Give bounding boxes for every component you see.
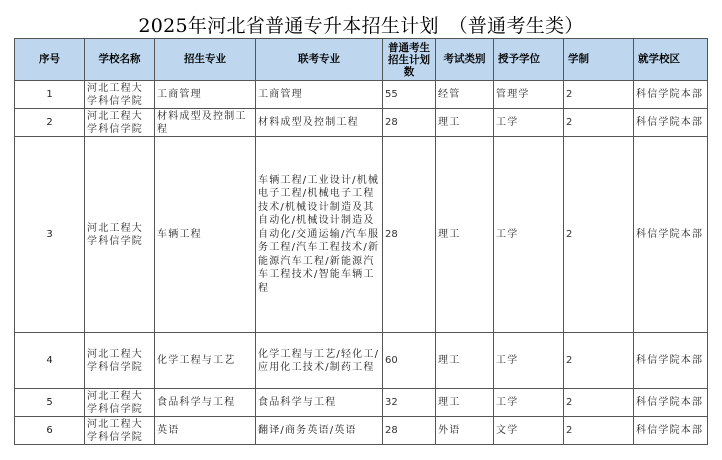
- table-row: [15, 333, 708, 389]
- cell-exam-type: 理工: [436, 333, 494, 389]
- cell-plan: 32: [383, 389, 436, 417]
- header-major: 招生专业: [155, 39, 256, 81]
- cell-major: 食品科学与工程: [155, 389, 256, 417]
- cell-exam-major: 化学工程与工艺/轻化工/应用化工技术/制药工程: [256, 333, 383, 389]
- header-campus: 就学校区: [634, 39, 708, 81]
- cell-degree: 文学: [494, 417, 564, 445]
- cell-years: 2: [564, 109, 634, 137]
- header-exam-type: 考试类别: [436, 39, 494, 81]
- cell-campus: 科信学院本部: [634, 137, 708, 333]
- table-header-row: [15, 39, 708, 81]
- cell-school: 河北工程大学科信学院: [85, 109, 155, 137]
- cell-exam-type: 理工: [436, 389, 494, 417]
- cell-degree: 管理学: [494, 81, 564, 109]
- cell-degree: 工学: [494, 137, 564, 333]
- cell-school: 河北工程大学科信学院: [85, 81, 155, 109]
- cell-campus: 科信学院本部: [634, 417, 708, 445]
- cell-plan: 28: [383, 137, 436, 333]
- cell-school: 河北工程大学科信学院: [85, 389, 155, 417]
- cell-major: 车辆工程: [155, 137, 256, 333]
- cell-campus: 科信学院本部: [634, 109, 708, 137]
- header-school: 学校名称: [85, 39, 155, 81]
- page-title: 2025年河北省普通专升本招生计划 （普通考生类）: [138, 15, 584, 37]
- cell-campus: 科信学院本部: [634, 333, 708, 389]
- cell-major: 英语: [155, 417, 256, 445]
- cell-seq: 2: [15, 109, 85, 137]
- cell-years: 2: [564, 417, 634, 445]
- cell-years: 2: [564, 137, 634, 333]
- header-degree: 授予学位: [494, 39, 564, 81]
- cell-seq: 1: [15, 81, 85, 109]
- cell-major: 材料成型及控制工程: [155, 109, 256, 137]
- cell-degree: 工学: [494, 333, 564, 389]
- table-row: [15, 389, 708, 417]
- cell-exam-major: 车辆工程/工业设计/机械电子工程/机械电子工程技术/机械设计制造及其自动化/机械设计制造及自动化/交通运输/汽车服务工程/汽车工程技术/新能源汽车工程/新能源汽车工程技术/智能车辆工程: [256, 137, 383, 333]
- cell-degree: 工学: [494, 389, 564, 417]
- cell-school: 河北工程大学科信学院: [85, 333, 155, 389]
- header-exam-major: 联考专业: [256, 39, 383, 81]
- cell-years: 2: [564, 389, 634, 417]
- table-row: [15, 137, 708, 333]
- cell-exam-type: 理工: [436, 137, 494, 333]
- cell-plan: 60: [383, 333, 436, 389]
- header-plan: 普通考生招生计划数: [383, 39, 436, 81]
- cell-school: 河北工程大学科信学院: [85, 417, 155, 445]
- cell-plan: 28: [383, 109, 436, 137]
- cell-exam-major: 食品科学与工程: [256, 389, 383, 417]
- cell-exam-type: 理工: [436, 109, 494, 137]
- cell-campus: 科信学院本部: [634, 389, 708, 417]
- cell-exam-major: 材料成型及控制工程: [256, 109, 383, 137]
- enrollment-plan-table: [14, 38, 708, 445]
- table-row: [15, 417, 708, 445]
- table-row: [15, 81, 708, 109]
- cell-seq: 5: [15, 389, 85, 417]
- cell-seq: 3: [15, 137, 85, 333]
- cell-major: 化学工程与工艺: [155, 333, 256, 389]
- cell-exam-major: 工商管理: [256, 81, 383, 109]
- cell-exam-major: 翻译/商务英语/英语: [256, 417, 383, 445]
- cell-plan: 55: [383, 81, 436, 109]
- cell-years: 2: [564, 81, 634, 109]
- header-years: 学制: [564, 39, 634, 81]
- cell-exam-type: 外语: [436, 417, 494, 445]
- cell-years: 2: [564, 333, 634, 389]
- cell-school: 河北工程大学科信学院: [85, 137, 155, 333]
- header-seq: 序号: [15, 39, 85, 81]
- cell-plan: 28: [383, 417, 436, 445]
- cell-major: 工商管理: [155, 81, 256, 109]
- cell-exam-type: 经管: [436, 81, 494, 109]
- cell-degree: 工学: [494, 109, 564, 137]
- cell-campus: 科信学院本部: [634, 81, 708, 109]
- cell-seq: 4: [15, 333, 85, 389]
- cell-seq: 6: [15, 417, 85, 445]
- table-row: [15, 109, 708, 137]
